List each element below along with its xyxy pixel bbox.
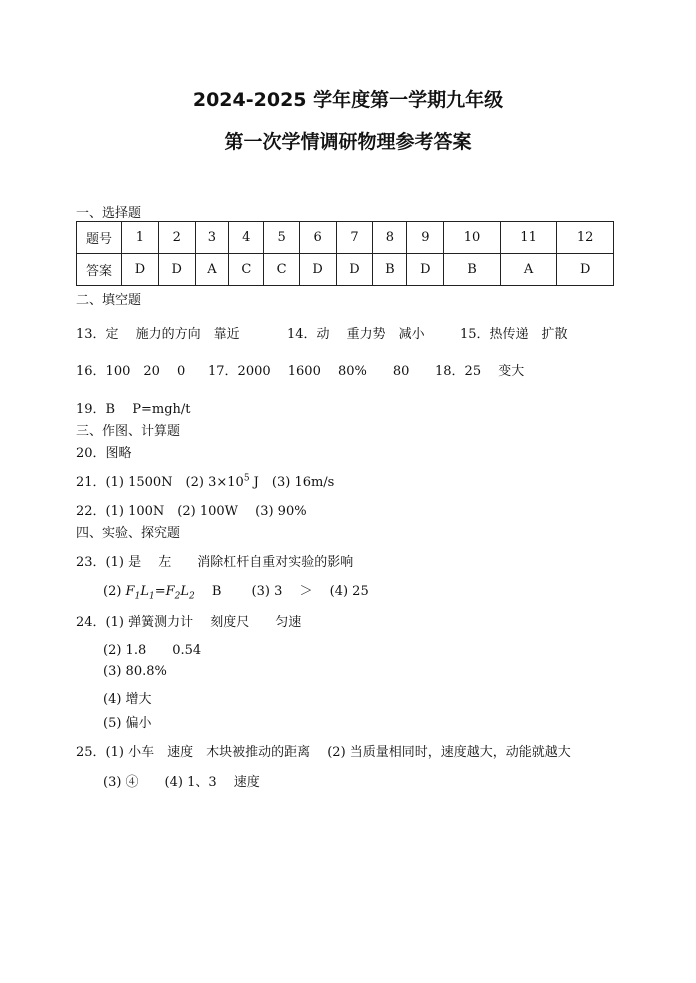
table-cell: 10 <box>444 222 501 254</box>
table-cell: 3 <box>195 222 228 254</box>
section-calc: 三、作图、计算题 <box>76 424 181 439</box>
formula-sub: 2 <box>189 591 195 602</box>
formula-l1: L <box>140 584 149 599</box>
table-cell: C <box>264 254 299 286</box>
answer-q16: 16．100 20 0 <box>76 364 186 379</box>
title-line-1: 2024-2025 学年度第一学期九年级 <box>192 89 504 111</box>
row-label-number: 题号 <box>77 222 122 254</box>
row-label-answer: 答案 <box>77 254 122 286</box>
answer-q23-line1: 23．(1) 是 左 消除杠杆自重对实验的影响 <box>76 555 354 570</box>
formula-f2: F <box>165 584 175 599</box>
table-cell: D <box>299 254 336 286</box>
table-cell: 6 <box>299 222 336 254</box>
answer-q18: 18．25 变大 <box>435 364 525 379</box>
formula-l2: L <box>180 584 189 599</box>
table-cell: 11 <box>500 222 557 254</box>
q23-rest: B (3) 3 ＞ (4) 25 <box>194 584 369 599</box>
table-cell: D <box>122 254 159 286</box>
section-fill: 二、填空题 <box>76 293 142 308</box>
table-cell: 1 <box>122 222 159 254</box>
answer-q25-line1: 25．(1) 小车 速度 木块被推动的距离 (2) 当质量相同时，速度越大，动能就越大 <box>76 745 571 760</box>
answer-q19: 19．B P=mgh/t <box>76 402 191 417</box>
table-cell: D <box>336 254 373 286</box>
table-cell: 8 <box>373 222 407 254</box>
table-cell: D <box>557 254 614 286</box>
table-cell: D <box>158 254 195 286</box>
answer-q24-line1: 24．(1) 弹簧测力计 刻度尺 匀速 <box>76 615 302 630</box>
table-cell: 9 <box>407 222 444 254</box>
table-cell: C <box>229 254 264 286</box>
answer-q22: 22．(1) 100N (2) 100W (3) 90% <box>76 504 307 519</box>
table-cell: A <box>195 254 228 286</box>
answer-q24-line4: (4) 增大 <box>103 692 152 707</box>
formula-equals: = <box>154 584 166 599</box>
formula-f1: F <box>125 584 135 599</box>
table-cell: 5 <box>264 222 299 254</box>
q21-exponent: 5 <box>243 473 250 484</box>
table-cell: 7 <box>336 222 373 254</box>
table-cell: B <box>373 254 407 286</box>
answer-q24-line5: (5) 偏小 <box>103 716 152 731</box>
table-row <box>77 222 614 254</box>
section-choice: 一、选择题 <box>76 206 142 221</box>
table-cell: D <box>407 254 444 286</box>
answer-q14: 14．动 重力势 减小 <box>287 327 425 342</box>
title-line-2: 第一次学情调研物理参考答案 <box>224 131 472 153</box>
table-row <box>77 254 614 286</box>
formula-sub: 2 <box>174 591 181 602</box>
answer-q25-line2: (3) ④ (4) 1、3 速度 <box>103 775 260 790</box>
formula-sub: 1 <box>134 591 141 602</box>
answer-q20: 20．图略 <box>76 446 132 461</box>
answer-q15: 15．热传递 扩散 <box>460 327 568 342</box>
section-experiment: 四、实验、探究题 <box>76 526 181 541</box>
q21-part-a: 21．(1) 1500N (2) 3×10 <box>76 475 244 490</box>
answer-q23-line2 <box>103 580 369 602</box>
choice-answer-table <box>76 221 614 286</box>
table-cell: 4 <box>229 222 264 254</box>
answer-q17: 17．2000 1600 80% 80 <box>208 364 410 379</box>
table-cell: 12 <box>557 222 614 254</box>
table-cell: A <box>500 254 557 286</box>
table-cell: B <box>444 254 501 286</box>
q21-part-b: J (3) 16m/s <box>249 475 335 490</box>
formula-sub: 1 <box>148 591 155 602</box>
answer-q21 <box>76 471 334 490</box>
answer-q24-line2: (2) 1.8 0.54 <box>103 643 202 658</box>
answer-q24-line3: (3) 80.8% <box>103 664 167 679</box>
table-cell: 2 <box>158 222 195 254</box>
answer-q13: 13．定 施力的方向 靠近 <box>76 327 240 342</box>
q23-prefix: (2) <box>103 584 126 599</box>
